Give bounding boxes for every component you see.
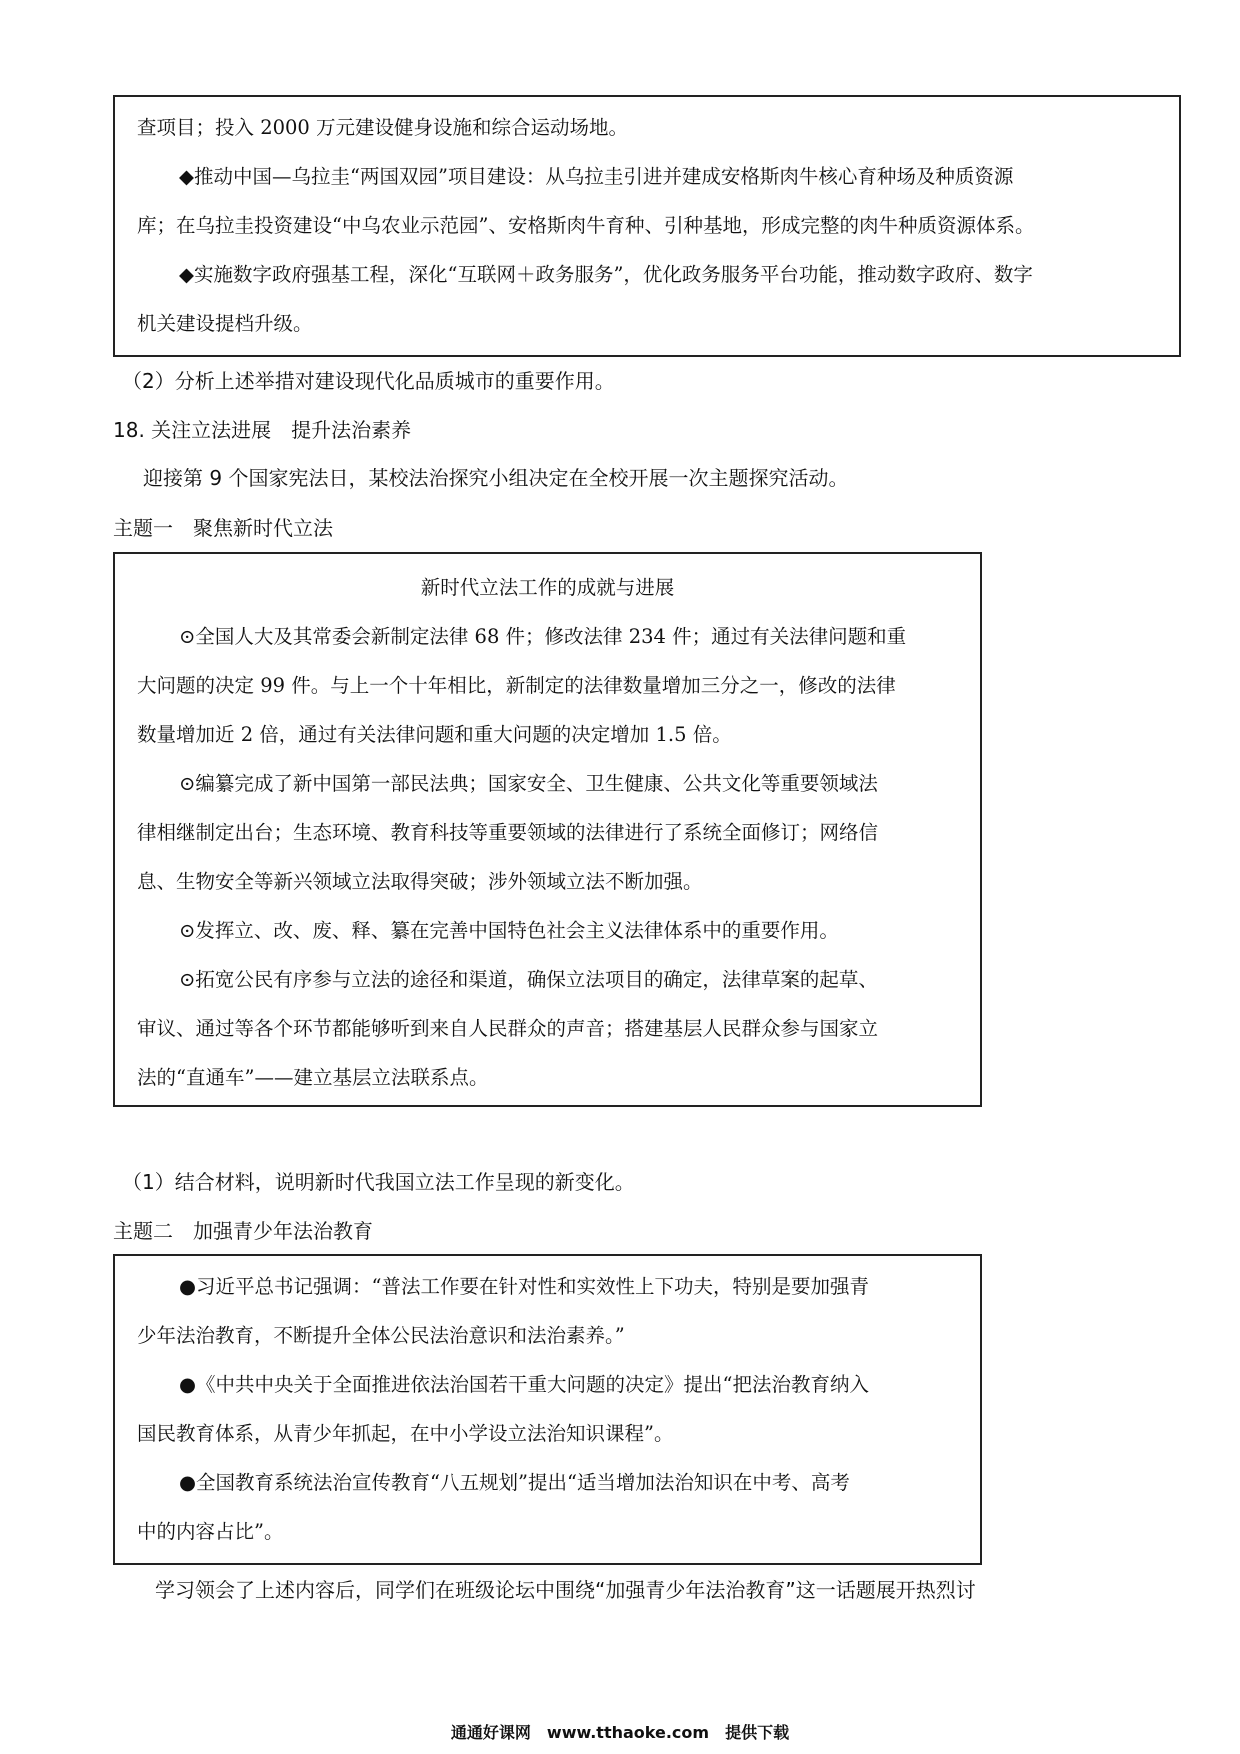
box-line: 国民教育体系，从青少年抓起，在中小学设立法治知识课程”。 (137, 1422, 674, 1445)
box-line: ⊙拓宽公民有序参与立法的途径和渠道，确保立法项目的确定，法律草案的起草、 (179, 968, 878, 991)
box-line: ◆实施数字政府强基工程，深化“互联网＋政务服务”，优化政务服务平台功能，推动数字政府、数字 (179, 263, 1033, 286)
question-17-2: （2）分析上述举措对建设现代化品质城市的重要作用。 (122, 369, 615, 393)
box-line: 少年法治教育，不断提升全体公民法治意识和法治素养。” (137, 1324, 625, 1347)
box-line: 查项目；投入 2000 万元建设健身设施和综合运动场地。 (137, 116, 629, 139)
box-line: 机关建设提档升级。 (137, 312, 313, 335)
box-line: 大问题的决定 99 件。与上一个十年相比，新制定的法律数量增加三分之一，修改的法律 (137, 674, 896, 697)
box-line: ⊙全国人大及其常委会新制定法律 68 件；修改法律 234 件；通过有关法律问题和重 (179, 625, 907, 648)
box-line: 中的内容占比”。 (137, 1520, 284, 1543)
question-18-title: 18. 关注立法进展 提升法治素养 (113, 418, 412, 442)
closing-paragraph: 学习领会了上述内容后，同学们在班级论坛中围绕“加强青少年法治教育”这一话题展开热烈讨 (155, 1578, 976, 1602)
box-line: 库；在乌拉圭投资建设“中乌农业示范园”、安格斯肉牛育种、引种基地，形成完整的肉牛种质资源体系。 (137, 214, 1035, 237)
box-title: 新时代立法工作的成就与进展 (420, 576, 675, 599)
footer-watermark: 通通好课网 www.tthaoke.com 提供下载 (450, 1723, 790, 1742)
box-line: ⊙编纂完成了新中国第一部民法典；国家安全、卫生健康、公共文化等重要领域法 (179, 772, 878, 795)
material-box-q17 (113, 95, 1181, 357)
question-18-intro: 迎接第 9 个国家宪法日，某校法治探究小组决定在全校开展一次主题探究活动。 (143, 466, 849, 490)
theme-1-heading: 主题一 聚焦新时代立法 (113, 516, 333, 540)
box-line: ●《中共中央关于全面推进依法治国若干重大问题的决定》提出“把法治教育纳入 (179, 1373, 869, 1396)
box-line: ●习近平总书记强调：“普法工作要在针对性和实效性上下功夫，特别是要加强青 (179, 1275, 869, 1298)
box-line: ⊙发挥立、改、废、释、纂在完善中国特色社会主义法律体系中的重要作用。 (179, 919, 839, 942)
material-box-legislation (113, 552, 982, 1107)
material-box-youth-education (113, 1254, 982, 1565)
theme-2-heading: 主题二 加强青少年法治教育 (113, 1219, 373, 1243)
box-line: ●全国教育系统法治宣传教育“八五规划”提出“适当增加法治知识在中考、高考 (179, 1471, 850, 1494)
box-line: 审议、通过等各个环节都能够听到来自人民群众的声音；搭建基层人民群众参与国家立 (137, 1017, 879, 1040)
box-line: 息、生物安全等新兴领域立法取得突破；涉外领域立法不断加强。 (137, 870, 703, 893)
box-line: 律相继制定出台；生态环境、教育科技等重要领域的法律进行了系统全面修订；网络信 (137, 821, 879, 844)
box-line: ◆推动中国—乌拉圭“两国双园”项目建设：从乌拉圭引进并建成安格斯肉牛核心育种场及种质资源 (179, 165, 1014, 188)
box-line: 法的“直通车”——建立基层立法联系点。 (137, 1066, 489, 1089)
box-line: 数量增加近 2 倍，通过有关法律问题和重大问题的决定增加 1.5 倍。 (137, 723, 732, 746)
question-18-1: （1）结合材料，说明新时代我国立法工作呈现的新变化。 (122, 1170, 635, 1194)
